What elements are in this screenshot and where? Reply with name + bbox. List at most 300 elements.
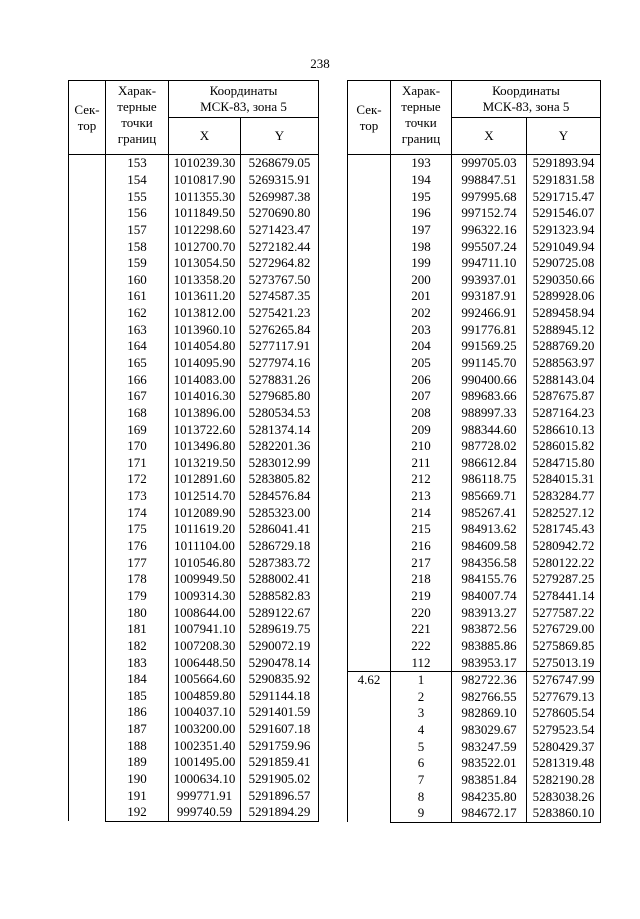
point-number: 191 — [106, 787, 169, 804]
point-number: 217 — [391, 554, 452, 571]
coord-x: 1013896.00 — [169, 405, 241, 422]
table-row — [69, 438, 319, 455]
coord-x: 1013812.00 — [169, 305, 241, 322]
header-y: Y — [241, 118, 319, 155]
coord-x: 982869.10 — [452, 705, 527, 722]
table-row — [69, 305, 319, 322]
point-number: 215 — [391, 521, 452, 538]
coord-y: 5290725.08 — [527, 255, 601, 272]
table-row — [69, 504, 319, 521]
coord-y: 5272182.44 — [241, 238, 319, 255]
coord-x: 992466.91 — [452, 305, 527, 322]
coord-y: 5269315.91 — [241, 172, 319, 189]
coord-y: 5281374.14 — [241, 421, 319, 438]
table-body-left — [69, 155, 319, 822]
coord-y: 5283012.99 — [241, 455, 319, 472]
coord-y: 5269987.38 — [241, 188, 319, 205]
coord-y: 5288945.12 — [527, 321, 601, 338]
coord-x: 1005664.60 — [169, 671, 241, 688]
coord-x: 1014016.30 — [169, 388, 241, 405]
coord-y: 5276265.84 — [241, 321, 319, 338]
point-number: 196 — [391, 205, 452, 222]
coord-y: 5278831.26 — [241, 371, 319, 388]
coord-x: 1014083.00 — [169, 371, 241, 388]
header-x: X — [452, 118, 527, 155]
point-number: 187 — [106, 721, 169, 738]
coord-x: 1012089.90 — [169, 504, 241, 521]
table-row — [69, 338, 319, 355]
coord-y: 5291859.41 — [241, 754, 319, 771]
point-number: 184 — [106, 671, 169, 688]
coord-y: 5291905.02 — [241, 771, 319, 788]
table-row — [69, 771, 319, 788]
coord-y: 5273767.50 — [241, 271, 319, 288]
coord-y: 5288582.83 — [241, 588, 319, 605]
coord-x: 1013960.10 — [169, 321, 241, 338]
table-row — [69, 721, 319, 738]
coord-x: 1011619.20 — [169, 521, 241, 538]
coord-y: 5289122.67 — [241, 604, 319, 621]
point-number: 157 — [106, 222, 169, 239]
coord-y: 5277587.22 — [527, 604, 601, 621]
point-number: 7 — [391, 772, 452, 789]
coord-y: 5271423.47 — [241, 222, 319, 239]
point-number: 207 — [391, 388, 452, 405]
coord-x: 991145.70 — [452, 355, 527, 372]
coord-y: 5288002.41 — [241, 571, 319, 588]
point-number: 163 — [106, 321, 169, 338]
coord-y: 5272964.82 — [241, 255, 319, 272]
table-row — [69, 238, 319, 255]
coord-y: 5270690.80 — [241, 205, 319, 222]
point-number: 170 — [106, 438, 169, 455]
coord-x: 1004859.80 — [169, 688, 241, 705]
point-number: 3 — [391, 705, 452, 722]
coord-x: 1011104.00 — [169, 538, 241, 555]
table-row — [69, 288, 319, 305]
point-number: 186 — [106, 704, 169, 721]
coord-x: 1012514.70 — [169, 488, 241, 505]
coord-x: 1006448.50 — [169, 654, 241, 671]
coord-y: 5284015.31 — [527, 471, 601, 488]
coord-x: 1009314.30 — [169, 588, 241, 605]
page-number: 238 — [310, 56, 330, 71]
header-y: Y — [527, 118, 601, 155]
table-body-right — [348, 155, 601, 823]
coord-x: 983851.84 — [452, 772, 527, 789]
coord-y: 5291831.58 — [527, 172, 601, 189]
table-row — [69, 554, 319, 571]
coord-y: 5280942.72 — [527, 538, 601, 555]
coord-y: 5288143.04 — [527, 371, 601, 388]
coord-x: 986612.84 — [452, 455, 527, 472]
coord-y: 5288563.97 — [527, 355, 601, 372]
coord-x: 1012700.70 — [169, 238, 241, 255]
coord-y: 5277679.13 — [527, 689, 601, 706]
coord-y: 5291896.57 — [241, 787, 319, 804]
table-row — [69, 688, 319, 705]
coord-x: 991569.25 — [452, 338, 527, 355]
coord-y: 5287383.72 — [241, 554, 319, 571]
coord-y: 5275869.85 — [527, 638, 601, 655]
coord-x: 996322.16 — [452, 222, 527, 239]
header-coordinates: Координаты МСК-83, зона 5 — [452, 81, 601, 118]
point-number: 6 — [391, 755, 452, 772]
coord-y: 5280534.53 — [241, 405, 319, 422]
table-row — [348, 155, 601, 172]
coord-x: 1007941.10 — [169, 621, 241, 638]
coord-y: 5287164.23 — [527, 405, 601, 422]
table-row — [69, 604, 319, 621]
table-row — [69, 188, 319, 205]
coord-x: 1001495.00 — [169, 754, 241, 771]
point-number: 155 — [106, 188, 169, 205]
coord-x: 998847.51 — [452, 172, 527, 189]
coord-x: 985267.41 — [452, 504, 527, 521]
coord-x: 1003200.00 — [169, 721, 241, 738]
table-row — [69, 355, 319, 372]
point-number: 195 — [391, 188, 452, 205]
coord-x: 988997.33 — [452, 405, 527, 422]
table-row — [69, 421, 319, 438]
coord-x: 995507.24 — [452, 238, 527, 255]
point-number: 209 — [391, 421, 452, 438]
table-row — [69, 471, 319, 488]
coord-y: 5276729.00 — [527, 621, 601, 638]
coord-y: 5286610.13 — [527, 421, 601, 438]
point-number: 208 — [391, 405, 452, 422]
coordinates-table-left — [68, 80, 319, 822]
coord-x: 983247.59 — [452, 738, 527, 755]
coord-y: 5280122.22 — [527, 554, 601, 571]
coord-x: 983029.67 — [452, 722, 527, 739]
point-number: 177 — [106, 554, 169, 571]
coord-x: 983913.27 — [452, 604, 527, 621]
coord-y: 5274587.35 — [241, 288, 319, 305]
coord-y: 5284576.84 — [241, 488, 319, 505]
coord-y: 5283284.77 — [527, 488, 601, 505]
table-row — [69, 754, 319, 771]
coord-x: 1013722.60 — [169, 421, 241, 438]
coord-y: 5285323.00 — [241, 504, 319, 521]
coord-y: 5275421.23 — [241, 305, 319, 322]
coord-y: 5291049.94 — [527, 238, 601, 255]
coord-y: 5282527.12 — [527, 504, 601, 521]
point-number: 192 — [106, 804, 169, 821]
coord-x: 1014054.80 — [169, 338, 241, 355]
table-row — [69, 737, 319, 754]
point-number: 218 — [391, 571, 452, 588]
table-row — [69, 638, 319, 655]
coord-y: 5291607.18 — [241, 721, 319, 738]
point-number: 164 — [106, 338, 169, 355]
sector-cell — [348, 155, 391, 672]
point-number: 166 — [106, 371, 169, 388]
point-number: 176 — [106, 538, 169, 555]
table-row — [69, 222, 319, 239]
coord-x: 982766.55 — [452, 689, 527, 706]
point-number: 202 — [391, 305, 452, 322]
point-number: 165 — [106, 355, 169, 372]
coord-x: 983872.56 — [452, 621, 527, 638]
coord-y: 5291715.47 — [527, 188, 601, 205]
coord-y: 5291323.94 — [527, 222, 601, 239]
coord-x: 1011849.50 — [169, 205, 241, 222]
header-x: X — [169, 118, 241, 155]
point-number: 181 — [106, 621, 169, 638]
point-number: 194 — [391, 172, 452, 189]
point-number: 189 — [106, 754, 169, 771]
coord-x: 984609.58 — [452, 538, 527, 555]
table-row — [69, 205, 319, 222]
table-row — [69, 405, 319, 422]
point-number: 153 — [106, 155, 169, 172]
coord-y: 5279685.80 — [241, 388, 319, 405]
coord-y: 5284715.80 — [527, 455, 601, 472]
point-number: 179 — [106, 588, 169, 605]
coord-y: 5283860.10 — [527, 805, 601, 822]
header-characteristic-points: Харак- терные точки границ — [391, 81, 452, 155]
coord-x: 1012298.60 — [169, 222, 241, 239]
coord-x: 1000634.10 — [169, 771, 241, 788]
point-number: 206 — [391, 371, 452, 388]
coord-x: 1011355.30 — [169, 188, 241, 205]
coord-y: 5291546.07 — [527, 205, 601, 222]
coord-x: 1010817.90 — [169, 172, 241, 189]
point-number: 210 — [391, 438, 452, 455]
coord-x: 984672.17 — [452, 805, 527, 822]
point-number: 198 — [391, 238, 452, 255]
point-number: 197 — [391, 222, 452, 239]
coord-y: 5286015.82 — [527, 438, 601, 455]
coord-x: 984356.58 — [452, 554, 527, 571]
point-number: 159 — [106, 255, 169, 272]
coord-y: 5283038.26 — [527, 788, 601, 805]
coord-x: 1004037.10 — [169, 704, 241, 721]
point-number: 220 — [391, 604, 452, 621]
coord-y: 5291144.18 — [241, 688, 319, 705]
coord-y: 5290072.19 — [241, 638, 319, 655]
point-number: 172 — [106, 471, 169, 488]
coord-x: 990400.66 — [452, 371, 527, 388]
coord-y: 5289458.94 — [527, 305, 601, 322]
table-row — [69, 804, 319, 821]
coord-y: 5281319.48 — [527, 755, 601, 772]
coordinates-table-right — [347, 80, 601, 823]
coord-y: 5276747.99 — [527, 671, 601, 688]
table-row — [69, 787, 319, 804]
coord-y: 5280429.37 — [527, 738, 601, 755]
sector-cell: 4.62 — [348, 671, 391, 822]
point-number: 173 — [106, 488, 169, 505]
coord-y: 5288769.20 — [527, 338, 601, 355]
coord-y: 5279287.25 — [527, 571, 601, 588]
coord-y: 5286729.18 — [241, 538, 319, 555]
coord-y: 5290478.14 — [241, 654, 319, 671]
point-number: 154 — [106, 172, 169, 189]
coord-x: 994711.10 — [452, 255, 527, 272]
coord-x: 989683.66 — [452, 388, 527, 405]
coord-x: 1009949.50 — [169, 571, 241, 588]
coord-y: 5291893.94 — [527, 155, 601, 172]
point-number: 212 — [391, 471, 452, 488]
point-number: 175 — [106, 521, 169, 538]
point-number: 201 — [391, 288, 452, 305]
point-number: 190 — [106, 771, 169, 788]
coord-x: 999705.03 — [452, 155, 527, 172]
coord-x: 1014095.90 — [169, 355, 241, 372]
coord-y: 5281745.43 — [527, 521, 601, 538]
header-coordinates: Координаты МСК-83, зона 5 — [169, 81, 319, 118]
table-row — [69, 271, 319, 288]
table-row — [69, 255, 319, 272]
table-row — [69, 388, 319, 405]
point-number: 167 — [106, 388, 169, 405]
point-number: 221 — [391, 621, 452, 638]
point-number: 211 — [391, 455, 452, 472]
table-row — [69, 571, 319, 588]
point-number: 156 — [106, 205, 169, 222]
table-row — [69, 521, 319, 538]
coord-y: 5277117.91 — [241, 338, 319, 355]
point-number: 1 — [391, 671, 452, 688]
coord-x: 984155.76 — [452, 571, 527, 588]
point-number: 205 — [391, 355, 452, 372]
coord-y: 5291759.96 — [241, 737, 319, 754]
table-row — [348, 671, 601, 688]
coord-y: 5286041.41 — [241, 521, 319, 538]
coord-x: 1013054.50 — [169, 255, 241, 272]
point-number: 204 — [391, 338, 452, 355]
point-number: 199 — [391, 255, 452, 272]
point-number: 182 — [106, 638, 169, 655]
coord-x: 1010239.30 — [169, 155, 241, 172]
coord-x: 984007.74 — [452, 588, 527, 605]
coord-y: 5277974.16 — [241, 355, 319, 372]
coord-x: 999740.59 — [169, 804, 241, 821]
table-row — [69, 671, 319, 688]
coord-y: 5289928.06 — [527, 288, 601, 305]
coord-x: 1012891.60 — [169, 471, 241, 488]
point-number: 183 — [106, 654, 169, 671]
point-number: 214 — [391, 504, 452, 521]
coord-y: 5268679.05 — [241, 155, 319, 172]
table-row — [69, 172, 319, 189]
point-number: 185 — [106, 688, 169, 705]
table-row — [69, 371, 319, 388]
point-number: 219 — [391, 588, 452, 605]
coord-x: 988344.60 — [452, 421, 527, 438]
point-number: 4 — [391, 722, 452, 739]
header-characteristic-points: Харак- терные точки границ — [106, 81, 169, 155]
table-row — [69, 321, 319, 338]
coord-y: 5279523.54 — [527, 722, 601, 739]
coord-x: 983522.01 — [452, 755, 527, 772]
coord-y: 5282190.28 — [527, 772, 601, 789]
point-number: 200 — [391, 271, 452, 288]
coord-y: 5289619.75 — [241, 621, 319, 638]
coord-x: 1013496.80 — [169, 438, 241, 455]
coord-y: 5283805.82 — [241, 471, 319, 488]
coord-x: 991776.81 — [452, 321, 527, 338]
coord-x: 982722.36 — [452, 671, 527, 688]
coord-x: 1013219.50 — [169, 455, 241, 472]
coord-x: 1007208.30 — [169, 638, 241, 655]
coord-x: 1008644.00 — [169, 604, 241, 621]
header-sector: Сек- тор — [69, 81, 106, 155]
coord-x: 997152.74 — [452, 205, 527, 222]
point-number: 168 — [106, 405, 169, 422]
point-number: 174 — [106, 504, 169, 521]
coord-x: 1010546.80 — [169, 554, 241, 571]
coord-x: 985669.71 — [452, 488, 527, 505]
coord-x: 993187.91 — [452, 288, 527, 305]
table-row — [69, 155, 319, 172]
coord-x: 993937.01 — [452, 271, 527, 288]
point-number: 9 — [391, 805, 452, 822]
header-sector: Сек- тор — [348, 81, 391, 155]
coord-x: 999771.91 — [169, 787, 241, 804]
coord-y: 5290350.66 — [527, 271, 601, 288]
coord-x: 1013358.20 — [169, 271, 241, 288]
coord-y: 5287675.87 — [527, 388, 601, 405]
point-number: 216 — [391, 538, 452, 555]
coord-y: 5290835.92 — [241, 671, 319, 688]
coord-x: 984235.80 — [452, 788, 527, 805]
table-row — [69, 455, 319, 472]
coord-y: 5278441.14 — [527, 588, 601, 605]
point-number: 158 — [106, 238, 169, 255]
coord-x: 986118.75 — [452, 471, 527, 488]
coord-y: 5275013.19 — [527, 654, 601, 671]
coord-x: 987728.02 — [452, 438, 527, 455]
coord-x: 1013611.20 — [169, 288, 241, 305]
point-number: 169 — [106, 421, 169, 438]
table-row — [69, 621, 319, 638]
point-number: 161 — [106, 288, 169, 305]
coord-x: 983885.86 — [452, 638, 527, 655]
point-number: 193 — [391, 155, 452, 172]
coord-y: 5291894.29 — [241, 804, 319, 821]
point-number: 162 — [106, 305, 169, 322]
sector-cell — [69, 155, 106, 822]
table-row — [69, 538, 319, 555]
point-number: 203 — [391, 321, 452, 338]
coord-y: 5291401.59 — [241, 704, 319, 721]
coord-x: 997995.68 — [452, 188, 527, 205]
point-number: 171 — [106, 455, 169, 472]
point-number: 222 — [391, 638, 452, 655]
coord-y: 5278605.54 — [527, 705, 601, 722]
coord-y: 5282201.36 — [241, 438, 319, 455]
table-row — [69, 704, 319, 721]
coord-x: 1002351.40 — [169, 737, 241, 754]
point-number: 178 — [106, 571, 169, 588]
point-number: 188 — [106, 737, 169, 754]
point-number: 8 — [391, 788, 452, 805]
point-number: 160 — [106, 271, 169, 288]
point-number: 5 — [391, 738, 452, 755]
coord-x: 983953.17 — [452, 654, 527, 671]
table-row — [69, 654, 319, 671]
table-row — [69, 488, 319, 505]
point-number: 112 — [391, 654, 452, 671]
point-number: 213 — [391, 488, 452, 505]
coord-x: 984913.62 — [452, 521, 527, 538]
point-number: 2 — [391, 689, 452, 706]
table-row — [69, 588, 319, 605]
point-number: 180 — [106, 604, 169, 621]
